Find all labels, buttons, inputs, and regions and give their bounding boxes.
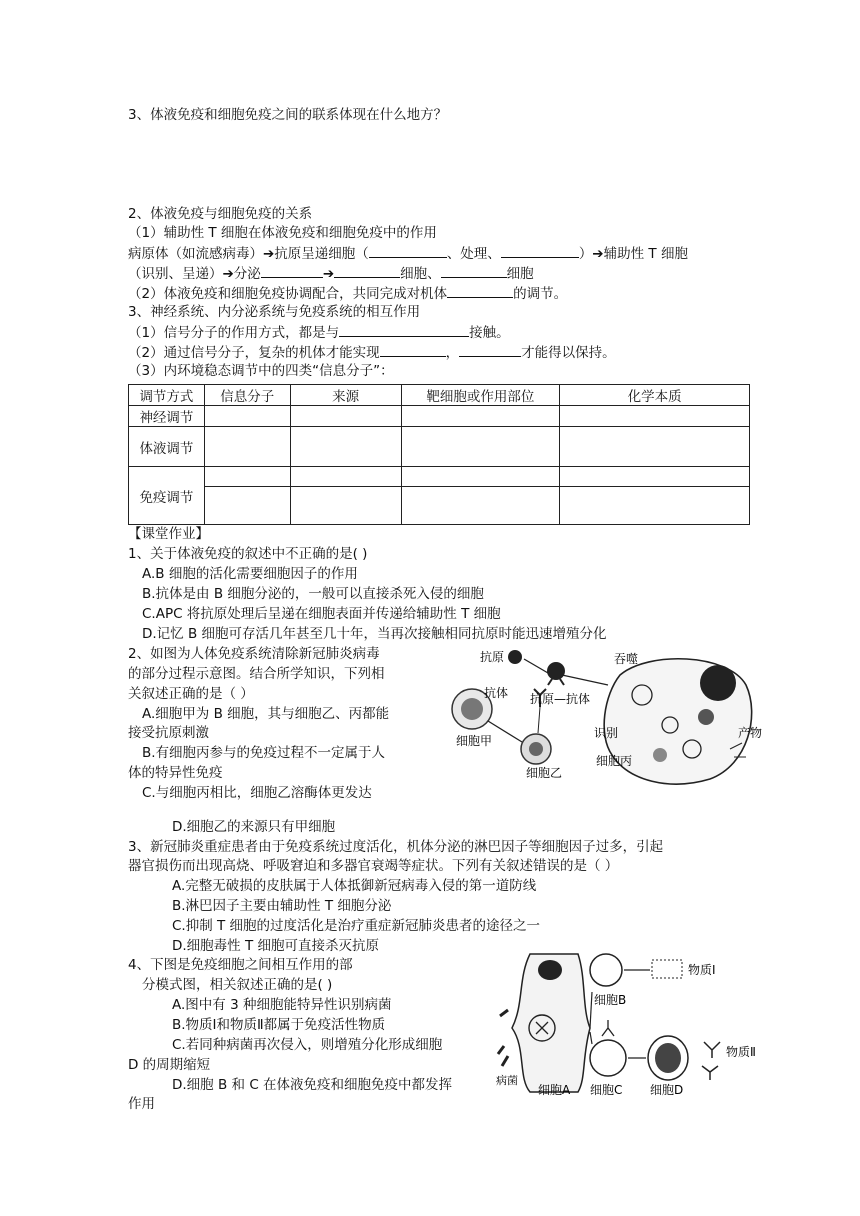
q2-stem-line: 的部分过程示意图。结合所学知识，下列相 <box>128 666 385 682</box>
table-row-label: 免疫调节 <box>129 467 205 525</box>
table-cell[interactable] <box>401 487 560 525</box>
substance-i-icon <box>652 960 682 978</box>
flow1-part1: 病原体（如流感病毒）➔抗原呈递细胞（ <box>128 246 369 262</box>
q3-option-a[interactable]: A.完整无破损的皮肤属于人体抵御新冠病毒入侵的第一道防线 <box>172 878 537 894</box>
fig-label: 抗体 <box>484 686 509 700</box>
table-cell[interactable] <box>560 467 750 487</box>
q4-stem-line: 分模式图，相关叙述正确的是( ) <box>142 977 333 993</box>
substance-ii-icon <box>702 1042 720 1080</box>
section-3-item-1 <box>128 323 510 342</box>
fig-label: 细胞乙 <box>526 766 563 780</box>
s2-part1: （2）体液免疫和细胞免疫协调配合，共同完成对机体 <box>128 286 448 302</box>
q3-stem-line: 器官损伤而出现高烧、呼吸窘迫和多器官衰竭等症状。下列有关叙述错误的是（ ） <box>128 858 619 874</box>
section-2-title: 2、体液免疫与细胞免疫的关系 <box>128 206 313 222</box>
q4-stem-line: 4、下图是免疫细胞之间相互作用的部 <box>128 957 353 973</box>
fig-label: 细胞A <box>538 1083 571 1097</box>
immune-cells-figure <box>490 948 775 1098</box>
table-cell[interactable] <box>290 467 401 487</box>
q4-option-c[interactable]: C.若同种病菌再次侵入，则增殖分化形成细胞 <box>172 1037 443 1053</box>
q1-option-d[interactable]: D.记忆 B 细胞可存活几年甚至几十年，当再次接触相同抗原时能迅速增殖分化 <box>142 626 607 642</box>
flow2-part2: ➔ <box>322 266 335 282</box>
fig-label: 物质Ⅱ <box>726 1045 756 1059</box>
table-header: 靶细胞或作用部位 <box>401 385 560 406</box>
question-3-top: 3、体液免疫和细胞免疫之间的联系体现在什么地方？ <box>128 107 448 123</box>
section-2-flow-line-1 <box>128 244 688 263</box>
fig-label: 抗原 <box>480 650 505 664</box>
q3-option-c[interactable]: C.抑制 T 细胞的过度活化是治疗重症新冠肺炎患者的途径之一 <box>172 918 541 934</box>
q2-option-d[interactable]: D.细胞乙的来源只有甲细胞 <box>172 819 336 835</box>
table-cell[interactable] <box>401 406 560 427</box>
q2-stem-line: 2、如图为人体免疫系统清除新冠肺炎病毒 <box>128 646 380 662</box>
s2-part2: 的调节。 <box>513 286 568 302</box>
table-header: 信息分子 <box>204 385 290 406</box>
table-header: 调节方式 <box>129 385 205 406</box>
fig-label: 物质Ⅰ <box>688 963 716 977</box>
s3-1-part2: 接触。 <box>469 325 510 341</box>
antigen-icon <box>508 650 522 664</box>
flow1-part3: ）➔辅助性 T 细胞 <box>578 246 688 262</box>
q2-option-c[interactable]: C.与细胞丙相比，细胞乙溶酶体更发达 <box>142 785 372 801</box>
table-cell[interactable] <box>401 467 560 487</box>
cell-c-icon <box>590 1040 626 1076</box>
blank[interactable] <box>339 323 469 337</box>
blank[interactable] <box>501 244 579 258</box>
q4-option-a[interactable]: A.图中有 3 种细胞能特异性识别病菌 <box>172 997 392 1013</box>
q4-option-b[interactable]: B.物质Ⅰ和物质Ⅱ都属于免疫活性物质 <box>172 1017 386 1033</box>
q4-option-d[interactable]: D.细胞 B 和 C 在体液免疫和细胞免疫中都发挥 <box>172 1077 453 1093</box>
fig-label: 细胞丙 <box>596 754 633 768</box>
table-cell[interactable] <box>290 487 401 525</box>
s3-2-part1: （2）通过信号分子，复杂的机体才能实现 <box>128 345 380 361</box>
table-cell[interactable] <box>560 427 750 467</box>
q1-option-a[interactable]: A.B 细胞的活化需要细胞因子的作用 <box>142 566 358 582</box>
section-3-item-2 <box>128 343 616 362</box>
fig-label: 产物 <box>738 726 763 740</box>
homework-title: 【课堂作业】 <box>128 526 209 542</box>
s3-2-part3: 才能得以保持。 <box>521 345 616 361</box>
cell-b-icon <box>590 954 622 986</box>
blank[interactable] <box>441 264 507 278</box>
table-cell[interactable] <box>401 427 560 467</box>
fig-label: 细胞C <box>590 1083 623 1097</box>
s3-1-part1: （1）信号分子的作用方式，都是与 <box>128 325 340 341</box>
q2-option-a[interactable]: A.细胞甲为 B 细胞，其与细胞乙、丙都能 <box>142 706 390 722</box>
q2-option-a-cont: 接受抗原刺激 <box>128 725 209 741</box>
q2-option-b-cont: 体的特异性免疫 <box>128 765 223 781</box>
flow2-part3: 细胞、 <box>400 266 441 282</box>
section-2-flow-line-2 <box>128 264 534 283</box>
cell-d-icon <box>648 1036 688 1080</box>
q2-stem-line: 关叙述正确的是（ ） <box>128 686 254 702</box>
cell-yi-icon <box>521 734 551 764</box>
fig-label: 细胞甲 <box>456 734 493 748</box>
blank[interactable] <box>447 284 513 298</box>
fig-label: 抗原—抗体 <box>530 692 591 706</box>
q1-option-c[interactable]: C.APC 将抗原处理后呈递在细胞表面并传递给辅助性 T 细胞 <box>142 606 501 622</box>
flow2-part1: （识别、呈递）➔分泌 <box>128 266 261 282</box>
fig-label: 细胞B <box>594 993 627 1007</box>
blank[interactable] <box>459 343 521 357</box>
immune-process-figure <box>448 645 768 805</box>
table-cell[interactable] <box>204 487 290 525</box>
table-cell[interactable] <box>290 427 401 467</box>
fig-label: 吞噬 <box>614 652 639 666</box>
q1-option-b[interactable]: B.抗体是由 B 细胞分泌的，一般可以直接杀死入侵的细胞 <box>142 586 484 602</box>
table-cell[interactable] <box>560 487 750 525</box>
q4-option-c-cont: D 的周期缩短 <box>128 1057 211 1073</box>
q3-option-b[interactable]: B.淋巴因子主要由辅助性 T 细胞分泌 <box>172 898 392 914</box>
fig-label: 细胞D <box>650 1083 684 1097</box>
section-3-title: 3、神经系统、内分泌系统与免疫系统的相互作用 <box>128 304 421 320</box>
blank[interactable] <box>334 264 400 278</box>
table-header: 化学本质 <box>560 385 750 406</box>
blank[interactable] <box>369 244 447 258</box>
fig-label: 病菌 <box>496 1074 518 1087</box>
table-row-label: 神经调节 <box>129 406 205 427</box>
flow2-part4: 细胞 <box>506 266 534 282</box>
blank[interactable] <box>261 264 323 278</box>
q3-stem-line: 3、新冠肺炎重症患者由于免疫系统过度活化，机体分泌的淋巴因子等细胞因子过多，引起 <box>128 839 664 855</box>
table-row-label: 体液调节 <box>129 427 205 467</box>
section-3-item-3: （3）内环境稳态调节中的四类“信息分子”： <box>128 363 394 379</box>
bacteria-icon <box>498 1010 508 1066</box>
table-cell[interactable] <box>290 406 401 427</box>
info-molecule-table <box>128 384 750 525</box>
table-cell[interactable] <box>204 427 290 467</box>
flow1-part2: 、处理、 <box>446 246 501 262</box>
fig-label: 识别 <box>594 726 619 740</box>
q4-option-d-cont: 作用 <box>128 1096 155 1112</box>
q2-option-b[interactable]: B.有细胞丙参与的免疫过程不一定属于人 <box>142 745 386 761</box>
section-2-item-1: （1）辅助性 T 细胞在体液免疫和细胞免疫中的作用 <box>128 225 437 241</box>
antigen-antibody-complex-icon <box>547 662 565 685</box>
section-2-item-2 <box>128 284 567 303</box>
s3-2-part2: ， <box>445 345 460 361</box>
q1-stem: 1、关于体液免疫的叙述中不正确的是( ) <box>128 546 368 562</box>
table-cell[interactable] <box>204 467 290 487</box>
q3-option-d[interactable]: D.细胞毒性 T 细胞可直接杀灭抗原 <box>172 938 380 954</box>
blank[interactable] <box>380 343 446 357</box>
table-cell[interactable] <box>560 406 750 427</box>
table-cell[interactable] <box>204 406 290 427</box>
table-header: 来源 <box>290 385 401 406</box>
